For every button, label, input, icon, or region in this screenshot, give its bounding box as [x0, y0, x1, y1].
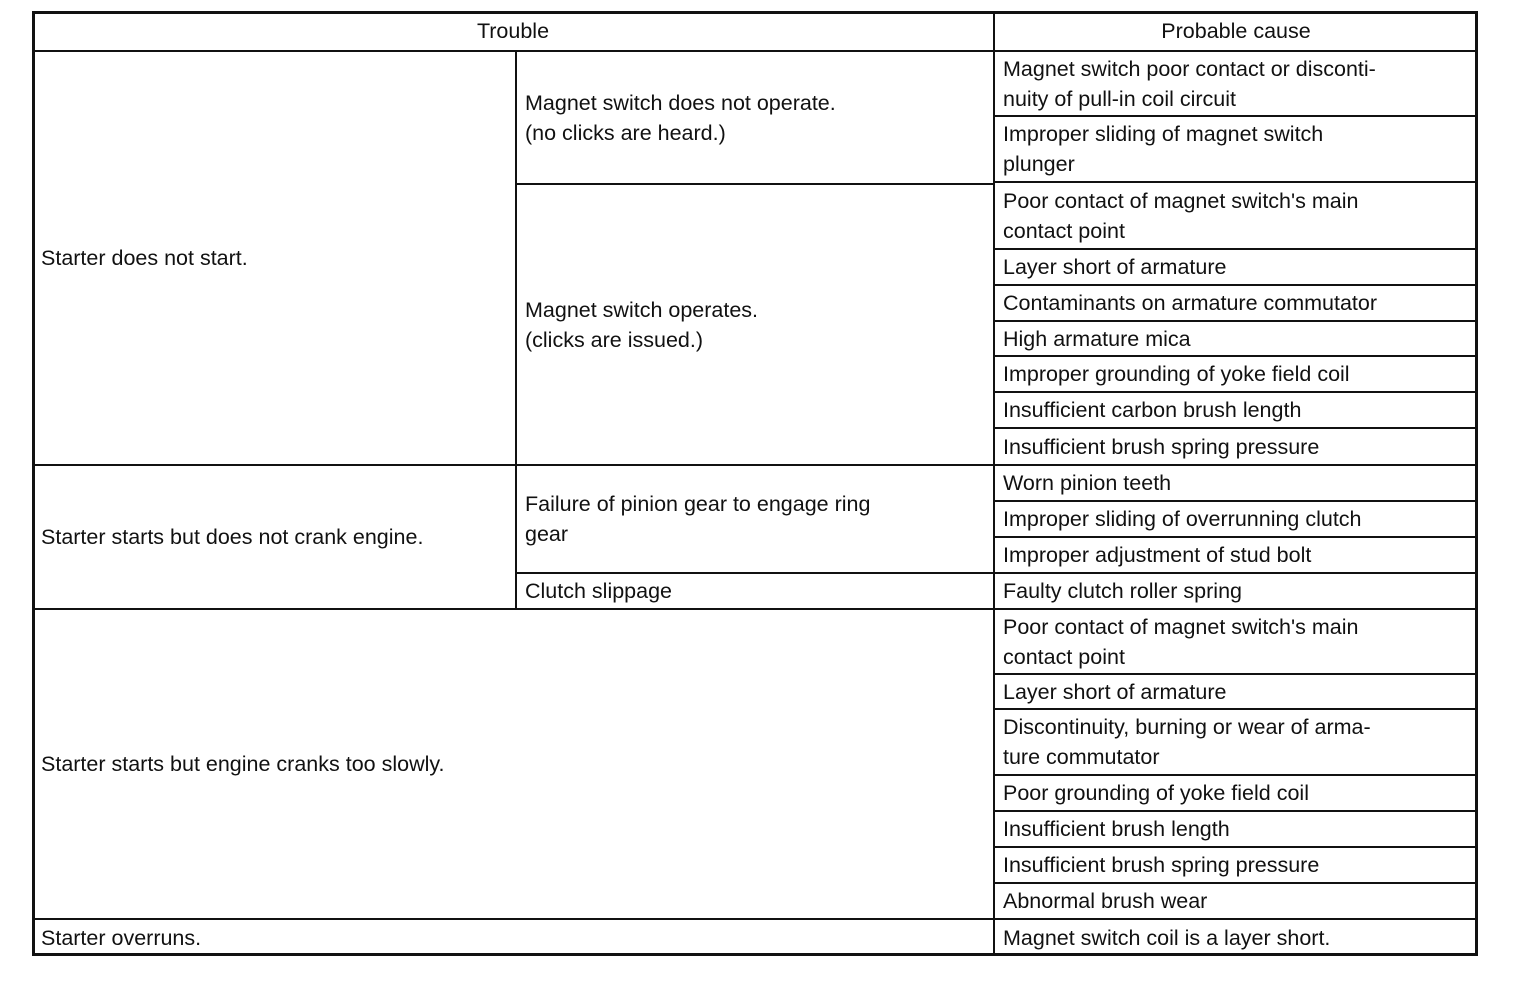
cause-cell: Poor grounding of yoke field coil [994, 775, 1478, 811]
cause-cell: Insufficient brush spring pressure [994, 428, 1478, 465]
cause-cell: Improper sliding of magnet switch plunger [994, 116, 1478, 182]
subtrouble-clutch-slippage: Clutch slippage [516, 573, 994, 609]
cause-cell: Abnormal brush wear [994, 883, 1478, 919]
trouble-starter-overruns: Starter overruns. [32, 919, 994, 956]
cause-cell: Improper sliding of overrunning clutch [994, 501, 1478, 537]
cause-cell: Faulty clutch roller spring [994, 573, 1478, 609]
cause-cell: Layer short of armature [994, 674, 1478, 709]
subtrouble-switch-operates: Magnet switch operates. (clicks are issued.) [516, 184, 994, 465]
trouble-cranks-too-slowly: Starter starts but engine cranks too slowly. [32, 609, 994, 919]
trouble-starter-does-not-start: Starter does not start. [32, 51, 516, 465]
subtrouble-switch-not-operate: Magnet switch does not operate. (no clicks are heard.) [516, 51, 994, 184]
cause-cell: Insufficient brush length [994, 811, 1478, 847]
cause-cell: High armature mica [994, 321, 1478, 356]
trouble-starter-does-not-crank: Starter starts but does not crank engine. [32, 465, 516, 609]
cause-cell: Layer short of armature [994, 249, 1478, 285]
troubleshooting-table [32, 11, 1478, 956]
cause-cell: Poor contact of magnet switch's main contact point [994, 182, 1478, 249]
cause-cell: Magnet switch coil is a layer short. [994, 919, 1478, 956]
cause-cell: Improper grounding of yoke field coil [994, 356, 1478, 392]
cause-cell: Discontinuity, burning or wear of arma- ture commutator [994, 709, 1478, 775]
cause-cell: Insufficient brush spring pressure [994, 847, 1478, 883]
cause-cell: Poor contact of magnet switch's main contact point [994, 609, 1478, 674]
cause-cell: Magnet switch poor contact or disconti- nuity of pull-in coil circuit [994, 51, 1478, 116]
cause-cell: Contaminants on armature commutator [994, 285, 1478, 321]
cause-cell: Improper adjustment of stud bolt [994, 537, 1478, 573]
cause-cell: Insufficient carbon brush length [994, 392, 1478, 428]
header-trouble: Trouble [32, 11, 994, 51]
subtrouble-pinion-fail: Failure of pinion gear to engage ring gear [516, 465, 994, 573]
header-probable-cause: Probable cause [994, 11, 1478, 51]
cause-cell: Worn pinion teeth [994, 465, 1478, 501]
